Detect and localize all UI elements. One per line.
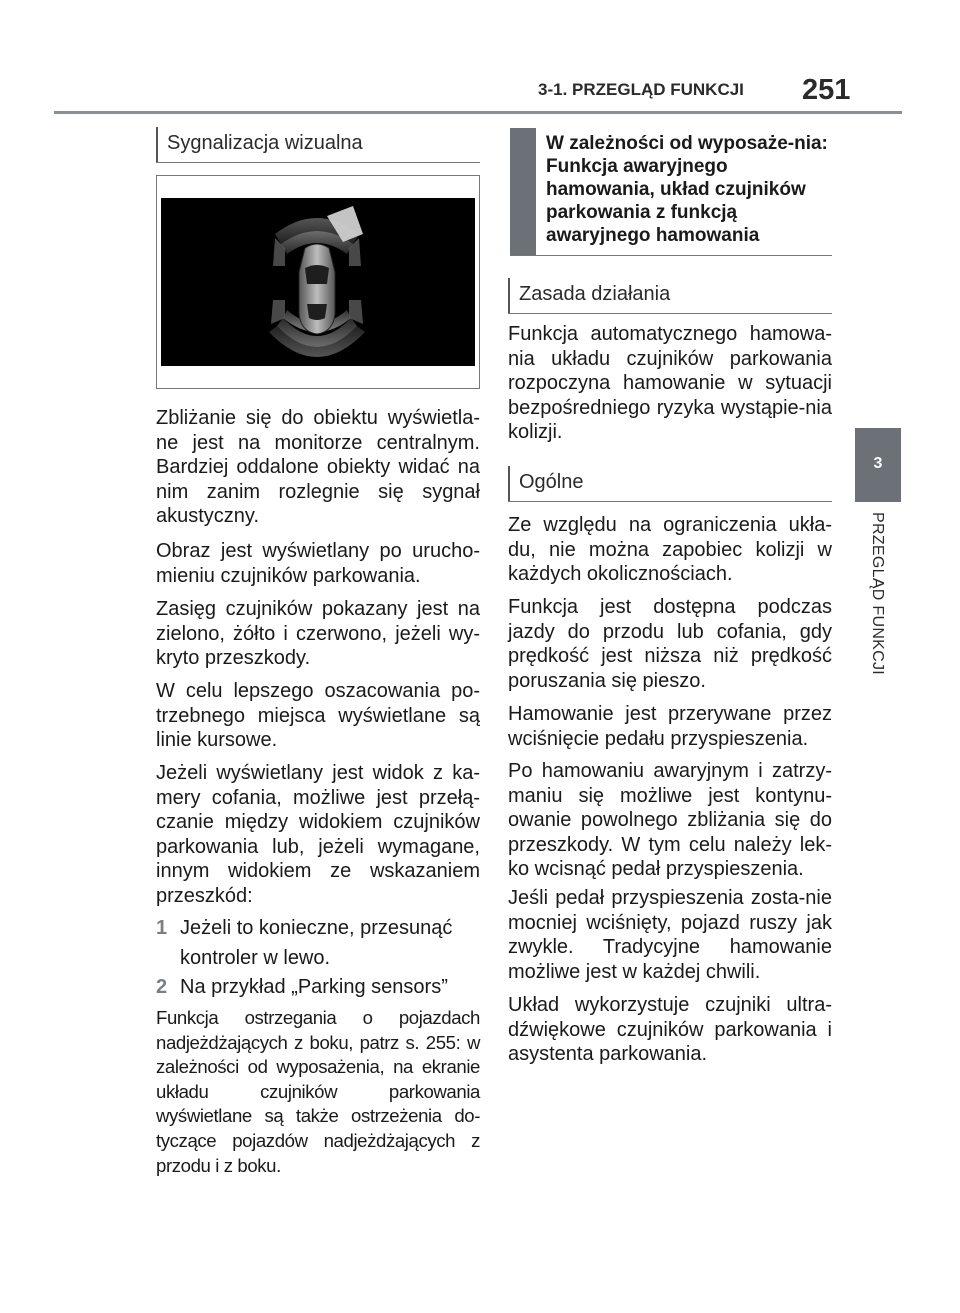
chapter-label: PRZEGLĄD FUNKCJI [869, 512, 886, 676]
banner-side-bar [510, 128, 536, 256]
paragraph-camera-view-switch: Jeżeli wyświetlany jest widok z ka-mery cofania, możliwe jest przełą-czanie między widokiem czujników parkowania lub, jeżeli wymagane, innym widokiem ze wskazaniem przeszkód: [156, 762, 480, 907]
step-text: Jeżeli to konieczne, przesunąć kontroler w lewo. [180, 917, 453, 969]
page-number: 251 [802, 74, 851, 106]
step-text: Na przykład „Parking sensors” [180, 976, 448, 998]
subheading-bar [508, 278, 510, 313]
subheading-bar [508, 466, 510, 501]
subheading-rule [508, 501, 832, 502]
equipment-banner [510, 128, 832, 256]
paragraph-after-emergency-stop: Po hamowaniu awaryjnym i zatrzy-maniu się możliwe jest kontynu-owanie powolnego zbliżania się do przeszkody. W tym celu należy lek-ko wcisnąć pedał przyspieszenia. [508, 760, 832, 881]
paragraph-system-limits: Ze względu na ograniczenia ukła-du, nie można zapobiec kolizji w każdych okolicznościach. [508, 514, 832, 586]
subheading-rule [508, 313, 832, 314]
paragraph-cross-traffic-warning: Funkcja ostrzegania o pojazdach nadjeżdżających z boku, patrz s. 255: w zależności od wyposażenia, na ekranie układu czujników parkowania wyświetlane są także ostrzeżenia do-tyczące pojazdów nadjeżdżających z przodu i z boku. [156, 1007, 480, 1176]
paragraph-sensor-range-colors: Zasięg czujników pokazany jest na zielono, żółto i czerwono, jeżeli wy-kryto przeszkody. [156, 598, 480, 670]
paragraph-approach-display: Zbliżanie się do obiektu wyświetla-ne jest na monitorze centralnym. Bardziej oddalone obiekty widać na nim zanim rozlegnie się sygnał akustyczny. [156, 407, 480, 528]
parking-sensor-illustration [157, 176, 481, 390]
subheading-text: Sygnalizacja wizualna [167, 132, 363, 154]
step-number: 2 [156, 976, 168, 998]
parking-sensor-display-figure [156, 175, 480, 389]
subheading-rule [156, 162, 480, 163]
banner-rule [510, 255, 832, 256]
subheading-text: Ogólne [519, 471, 584, 493]
step-1 [156, 913, 480, 975]
paragraph-braking-interrupt: Hamowanie jest przerywane przez wciśnięcie pedału przyspieszenia. [508, 703, 832, 750]
subheading-text: Zasada działania [519, 283, 671, 305]
paragraph-automatic-braking: Funkcja automatycznego hamowa-nia układu czujników parkowania rozpoczyna hamowanie w sytuacji bezpośredniego ryzyka wystąpie-nia kolizji. [508, 323, 832, 444]
paragraph-availability: Funkcja jest dostępna podczas jazdy do przodu lub cofania, gdy prędkość jest niższa niż prędkość poruszania się pieszo. [508, 596, 832, 692]
paragraph-accelerator-override: Jeśli pedał przyspieszenia zosta-nie mocniej wciśnięty, pojazd ruszy jak zwykle. Tradycyjne hamowanie możliwe jest w każdej chwili. [508, 887, 832, 983]
subheading-bar [156, 127, 158, 162]
chapter-number: 3 [873, 455, 883, 472]
step-number: 1 [156, 917, 168, 939]
paragraph-image-activation: Obraz jest wyświetlany po urucho-mieniu czujników parkowania. [156, 540, 480, 587]
paragraph-course-lines: W celu lepszego oszacowania po-trzebnego miejsca wyświetlane są linie kursowe. [156, 680, 480, 752]
paragraph-ultrasonic-sensors: Układ wykorzystuje czujniki ultra-dźwiękowe czujników parkowania i asystenta parkowania. [508, 994, 832, 1066]
step-2 [156, 972, 480, 1004]
banner-text: W zależności od wyposaże-nia: Funkcja awaryjnego hamowania, układ czujników parkowania z funkcją awaryjnego hamowania [546, 133, 828, 246]
running-header-section: 3-1. PRZEGLĄD FUNKCJI [538, 80, 744, 99]
header-divider [54, 111, 902, 114]
car-top-view-icon [299, 244, 335, 334]
